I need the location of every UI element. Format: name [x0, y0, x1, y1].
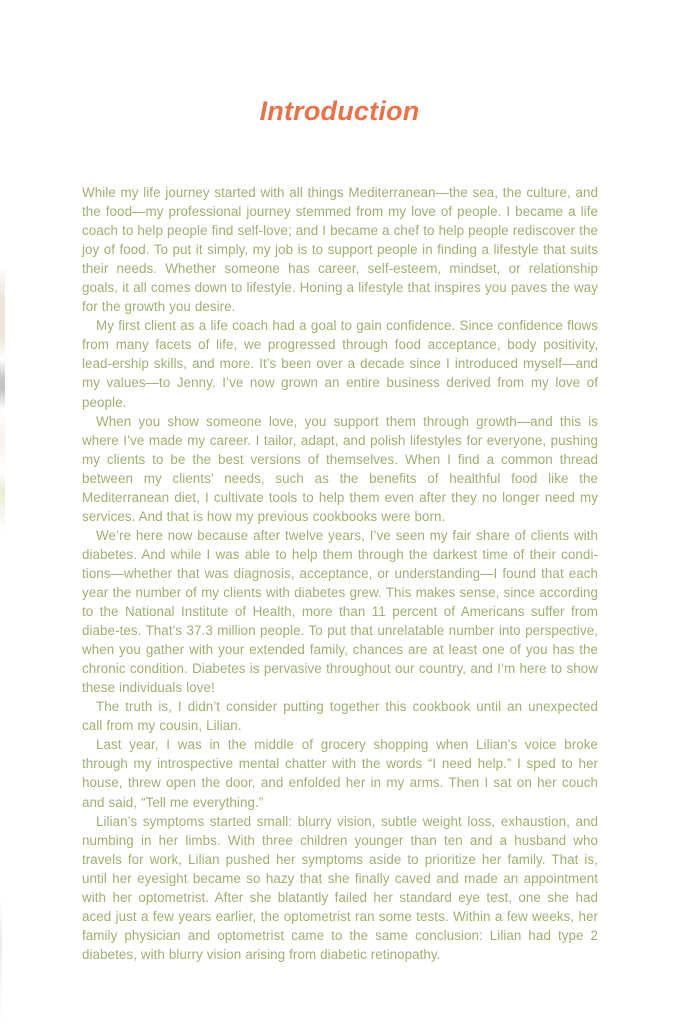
chapter-title: Introduction [259, 96, 420, 127]
paragraph: Last year, I was in the middle of grocery shopping when Lilian’s voice broke through my introspective mental chatter with the words “I need help.” I sped to her house, threw open the door, and enfolded her in my arms. Then I sat on her couch and said, “Tell me everything.” [82, 737, 598, 810]
body-text-block [82, 183, 598, 964]
paragraph: Lilian’s symptoms started small: blurry vision, subtle weight loss, exhaustion, and numbing in her limbs. With three children younger than ten and a husband who travels for work, Lilian pushed her symptoms aside to prioritize her family. That is, until her eyesight became so hazy that she finally caved and made an appointment with her optometrist. After she blatantly failed her standard eye test, one she had aced just a few years earlier, the optometrist ran some tests. Within a few weeks, her family physician and optometrist came to the same conclusion: Lilian had type 2 diabetes, with blurry vision arising from diabetic retinopathy. [82, 813, 598, 962]
paragraph: We’re here now because after twelve years, I’ve seen my fair share of clients with diabetes. And while I was able to help them through the darkest time of their condi-tions—whether that was diagnosis, acceptance, or understanding—I found that each year the number of my clients with diabetes grew. This makes sense, since according to the National Institute of Health, more than 11 percent of Americans suffer from diabe-tes. That’s 37.3 million people. To put that unrelatable number into perspective, when you gather with your extended family, chances are at least one of you has the chronic condition. Diabetes is pervasive throughout our country, and I’m here to show these individuals love! [82, 527, 598, 696]
paragraph: When you show someone love, you support them through growth—and this is where I’ve made my career. I tailor, adapt, and polish lifestyles for everyone, pushing my clients to be the best versions of themselves. When I find a common thread between my clients’ needs, such as the benefits of healthful food like the Mediterranean diet, I cultivate tools to help them even after they no longer need my services. And that is how my previous cookbooks were born. [82, 413, 598, 524]
page-edge-artifact [0, 0, 5, 1024]
page-edge-artifact-secondary [0, 0, 2, 1024]
paragraph: While my life journey started with all things Mediterranean—the sea, the culture, and the food—my professional journey stemmed from my love of people. I became a life coach to help people find self-love; and I became a chef to help people rediscover the joy of food. To put it simply, my job is to support people in finding a lifestyle that suits their needs. Whether someone has career, self-esteem, mindset, or relationship goals, it all comes down to lifestyle. Honing a lifestyle that inspires you paves the way for the growth you desire. [82, 185, 598, 315]
paragraph: The truth is, I didn’t consider putting together this cookbook until an unexpected call from my cousin, Lilian. [82, 699, 598, 734]
paragraph: My first client as a life coach had a goal to gain confidence. Since confidence flows from many facets of life, we progressed through food acceptance, body positivity, lead-ership skills, and more. It’s been over a decade since I introduced myself—and my values—to Jenny. I’ve now grown an entire business derived from my love of people. [82, 318, 598, 410]
